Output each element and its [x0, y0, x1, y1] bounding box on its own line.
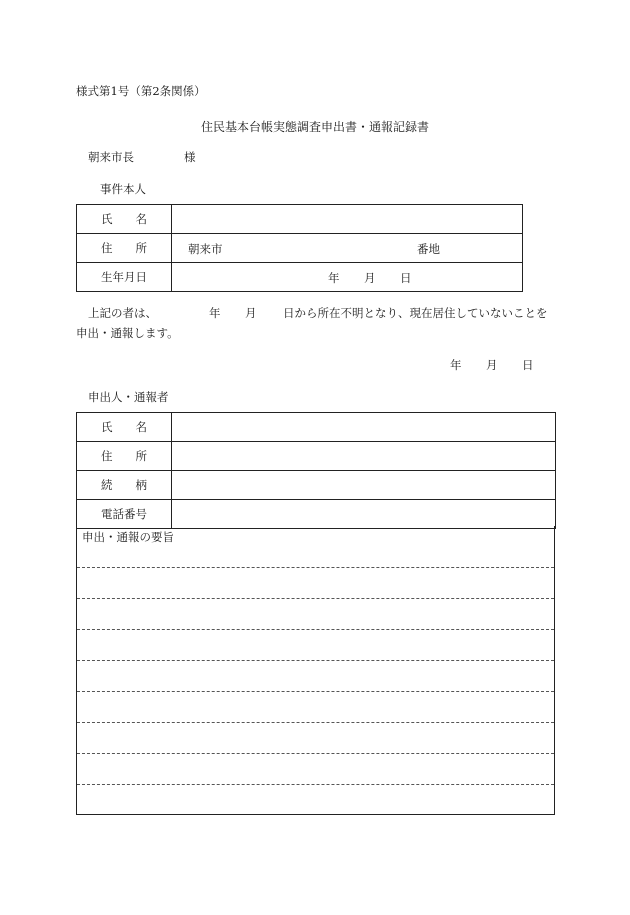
reporter-address-label: 住 所 [77, 442, 172, 471]
subject-name-label: 氏 名 [77, 205, 172, 234]
page-title-text: 住民基本台帳実態調査申出書・通報記録書 [200, 120, 429, 134]
subject-birth-year: 年 [328, 271, 340, 285]
subject-birth-field[interactable] [172, 263, 523, 292]
notes-line-8 [77, 784, 554, 785]
notes-line-7 [77, 753, 554, 754]
statement-line2: 申出・通報します。 [76, 326, 179, 340]
notes-line-5 [77, 691, 554, 692]
subject-address-label: 住 所 [77, 234, 172, 263]
notes-line-2 [77, 598, 554, 599]
statement-year: 年 [209, 306, 221, 320]
date-day: 日 [522, 358, 534, 372]
reporter-address-field[interactable] [172, 442, 556, 471]
subject-address-city: 朝来市 [188, 242, 223, 256]
reporter-address-row [77, 442, 556, 471]
reporter-name-field[interactable] [172, 413, 556, 442]
subject-birth-label: 生年月日 [77, 263, 172, 292]
subject-heading: 事件本人 [100, 182, 146, 196]
addressee-honorific: 様 [184, 150, 196, 164]
subject-birth-row [77, 263, 523, 292]
subject-birth-day: 日 [400, 271, 412, 285]
addressee-name: 朝来市長 [88, 150, 134, 164]
subject-birth-month: 月 [364, 271, 376, 285]
reporter-phone-row [77, 500, 556, 529]
statement-prefix: 上記の者は、 [88, 306, 157, 320]
reporter-relation-row [77, 471, 556, 500]
reporter-table [76, 412, 556, 529]
page-title [0, 118, 630, 135]
date-year: 年 [450, 358, 462, 372]
subject-address-field[interactable] [172, 234, 523, 263]
form-number: 様式第1号（第2条関係） [76, 84, 206, 98]
subject-table [76, 204, 523, 292]
reporter-phone-label: 電話番号 [77, 500, 172, 529]
reporter-phone-field[interactable] [172, 500, 556, 529]
statement-month: 月 [245, 306, 257, 320]
reporter-name-label: 氏 名 [77, 413, 172, 442]
date-month: 月 [486, 358, 498, 372]
reporter-heading: 申出人・通報者 [88, 390, 169, 404]
reporter-relation-field[interactable] [172, 471, 556, 500]
notes-line-4 [77, 660, 554, 661]
reporter-name-row [77, 413, 556, 442]
subject-address-row [77, 234, 523, 263]
statement-rest: 日から所在不明となり、現在居住していないことを [283, 306, 548, 320]
notes-line-6 [77, 722, 554, 723]
subject-name-field[interactable] [172, 205, 523, 234]
subject-address-suffix: 番地 [417, 242, 440, 256]
notes-line-3 [77, 629, 554, 630]
reporter-relation-label: 続 柄 [77, 471, 172, 500]
notes-title: 申出・通報の要旨 [82, 530, 174, 544]
subject-name-row [77, 205, 523, 234]
notes-line-1 [77, 567, 554, 568]
notes-box[interactable] [76, 526, 555, 815]
